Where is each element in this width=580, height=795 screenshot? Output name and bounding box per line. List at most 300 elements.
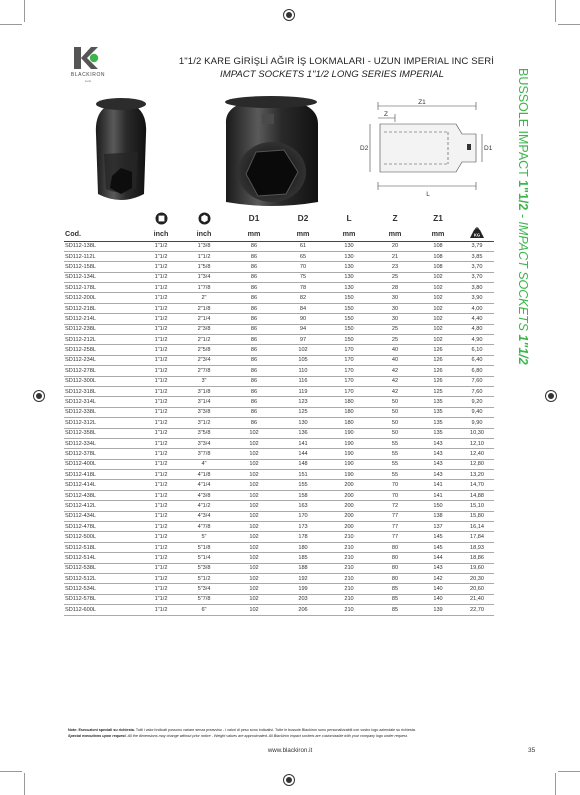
cell-z: 25 [374, 272, 416, 282]
cell-z: 80 [374, 553, 416, 563]
cell-weight: 22,70 [460, 605, 494, 615]
weight-kg-icon [469, 227, 485, 239]
cell-d1: 102 [226, 480, 282, 490]
cell-d1: 86 [226, 376, 282, 386]
cell-l: 210 [324, 584, 374, 594]
cell-z1: 135 [416, 428, 460, 438]
cell-weight: 3,79 [460, 241, 494, 251]
cell-hex: 4" [182, 459, 226, 469]
cell-drive: 1"1/2 [140, 283, 182, 293]
cell-z1: 102 [416, 272, 460, 282]
cell-drive: 1"1/2 [140, 522, 182, 532]
cell-code: SD112-200L [64, 293, 140, 303]
cell-drive: 1"1/2 [140, 605, 182, 615]
specs-table [64, 210, 494, 616]
cell-l: 200 [324, 490, 374, 500]
cell-d1: 86 [226, 262, 282, 272]
cell-drive: 1"1/2 [140, 355, 182, 365]
note-en: All the dimensions may change without prior notice - Weight values are approximated. All Blackiron impact sockets are customizable with your company logo under request. [127, 733, 408, 738]
cell-l: 170 [324, 366, 374, 376]
cell-drive: 1"1/2 [140, 262, 182, 272]
cell-drive: 1"1/2 [140, 428, 182, 438]
cell-drive: 1"1/2 [140, 449, 182, 459]
cell-d2: 90 [282, 314, 324, 324]
cell-z1: 143 [416, 459, 460, 469]
table-row [64, 262, 494, 272]
cell-code: SD112-134L [64, 272, 140, 282]
cell-d2: 178 [282, 532, 324, 542]
cell-l: 200 [324, 501, 374, 511]
cell-weight: 14,88 [460, 490, 494, 500]
table-row [64, 594, 494, 604]
cell-d1: 86 [226, 241, 282, 251]
cell-d1: 102 [226, 459, 282, 469]
cell-d2: 206 [282, 605, 324, 615]
cell-weight: 16,14 [460, 522, 494, 532]
cell-hex: 2"3/8 [182, 324, 226, 334]
cell-z: 50 [374, 407, 416, 417]
cell-code: SD112-234L [64, 355, 140, 365]
cell-d2: 116 [282, 376, 324, 386]
cell-code: SD112-138L [64, 241, 140, 251]
cell-code: SD112-314L [64, 397, 140, 407]
cell-hex: 1"3/4 [182, 272, 226, 282]
page-number: 35 [528, 747, 536, 754]
registration-mark-icon [283, 774, 295, 786]
header-d2: D2 [297, 213, 309, 223]
cell-l: 150 [324, 314, 374, 324]
cell-d2: 192 [282, 574, 324, 584]
note-en-bold: Special executions upon request. [68, 733, 127, 738]
blackiron-logo-icon [72, 45, 100, 71]
cell-z: 55 [374, 470, 416, 480]
cell-d1: 86 [226, 251, 282, 261]
table-row [64, 335, 494, 345]
cell-d1: 86 [226, 272, 282, 282]
cell-d1: 86 [226, 366, 282, 376]
cell-weight: 7,60 [460, 376, 494, 386]
cell-weight: 9,40 [460, 407, 494, 417]
cell-hex: 3"7/8 [182, 449, 226, 459]
table-row [64, 376, 494, 386]
table-header-row [64, 210, 494, 226]
dim-z: Z [384, 111, 388, 118]
cell-hex: 2"3/4 [182, 355, 226, 365]
cell-z: 80 [374, 563, 416, 573]
cell-weight: 18,86 [460, 553, 494, 563]
cell-weight: 9,90 [460, 418, 494, 428]
cell-d2: 82 [282, 293, 324, 303]
cell-weight: 12,40 [460, 449, 494, 459]
cell-weight: 4,90 [460, 335, 494, 345]
cell-z1: 126 [416, 345, 460, 355]
cell-code: SD112-578L [64, 594, 140, 604]
cell-z: 85 [374, 594, 416, 604]
header-l: L [346, 213, 352, 223]
cell-hex: 2" [182, 293, 226, 303]
cell-code: SD112-418L [64, 470, 140, 480]
table-row [64, 241, 494, 251]
side-label-size-2: 1"1/2 [516, 334, 530, 365]
cell-weight: 21,40 [460, 594, 494, 604]
cell-weight: 20,30 [460, 574, 494, 584]
cell-z: 28 [374, 283, 416, 293]
registration-mark-icon [545, 390, 557, 402]
note-it: Tutti i valori indicati possono variare senza preavviso - i valori di peso sono indicativi. Tutte le bussole Blackiron sono personalizzabili con vostro logo aziendale su richiesta. [135, 728, 416, 732]
cell-weight: 19,60 [460, 563, 494, 573]
cell-z1: 126 [416, 366, 460, 376]
side-label-prefix: BUSSOLE IMPACT [516, 68, 530, 181]
page-title-english: IMPACT SOCKETS 1"1/2 LONG SERIES IMPERIAL [220, 69, 444, 80]
cell-z1: 140 [416, 584, 460, 594]
cell-d2: 188 [282, 563, 324, 573]
cell-l: 130 [324, 272, 374, 282]
cell-d2: 123 [282, 397, 324, 407]
cell-d1: 86 [226, 407, 282, 417]
cell-z1: 102 [416, 314, 460, 324]
cell-d1: 86 [226, 386, 282, 396]
cell-code: SD112-300L [64, 376, 140, 386]
table-row [64, 293, 494, 303]
cell-code: SD112-414L [64, 480, 140, 490]
cell-hex: 5" [182, 532, 226, 542]
product-photo [86, 94, 336, 210]
cell-d2: 173 [282, 522, 324, 532]
cell-weight: 14,70 [460, 480, 494, 490]
dim-d1: D1 [484, 145, 493, 152]
cell-drive: 1"1/2 [140, 480, 182, 490]
cell-drive: 1"1/2 [140, 397, 182, 407]
cell-z: 85 [374, 605, 416, 615]
cell-hex: 4"3/8 [182, 490, 226, 500]
cell-d2: 136 [282, 428, 324, 438]
side-label-suffix: - IMPACT SOCKETS [516, 210, 530, 335]
table-row [64, 563, 494, 573]
table-row [64, 522, 494, 532]
cell-z: 85 [374, 584, 416, 594]
cell-hex: 4"3/4 [182, 511, 226, 521]
cell-z1: 126 [416, 376, 460, 386]
cell-drive: 1"1/2 [140, 438, 182, 448]
cell-code: SD112-218L [64, 303, 140, 313]
cell-hex: 2"7/8 [182, 366, 226, 376]
cell-d1: 86 [226, 397, 282, 407]
cell-l: 170 [324, 345, 374, 355]
cell-weight: 6,10 [460, 345, 494, 355]
table-row [64, 272, 494, 282]
cell-drive: 1"1/2 [140, 574, 182, 584]
cell-l: 150 [324, 324, 374, 334]
header-code-blank [64, 210, 140, 226]
cell-d2: 163 [282, 501, 324, 511]
cell-d2: 180 [282, 542, 324, 552]
cell-z: 40 [374, 345, 416, 355]
cell-d1: 86 [226, 355, 282, 365]
cell-weight: 7,60 [460, 386, 494, 396]
cell-z: 50 [374, 397, 416, 407]
cell-z1: 135 [416, 418, 460, 428]
cell-drive: 1"1/2 [140, 470, 182, 480]
table-row [64, 251, 494, 261]
cell-weight: 4,80 [460, 324, 494, 334]
cell-d1: 86 [226, 418, 282, 428]
note-it-bold: Esecuzioni speciali su richiesta. [78, 728, 135, 732]
cell-weight: 4,00 [460, 303, 494, 313]
cell-z1: 126 [416, 355, 460, 365]
cell-hex: 4"1/8 [182, 470, 226, 480]
table-row [64, 553, 494, 563]
registration-mark-icon [283, 9, 295, 21]
table-row [64, 303, 494, 313]
cell-l: 190 [324, 449, 374, 459]
cell-weight: 3,70 [460, 272, 494, 282]
cell-hex: 1"7/8 [182, 283, 226, 293]
cell-l: 190 [324, 428, 374, 438]
cell-d2: 119 [282, 386, 324, 396]
cell-code: SD112-112L [64, 251, 140, 261]
cell-drive: 1"1/2 [140, 303, 182, 313]
cell-drive: 1"1/2 [140, 511, 182, 521]
cell-drive: 1"1/2 [140, 584, 182, 594]
cell-drive: 1"1/2 [140, 532, 182, 542]
cell-hex: 5"3/4 [182, 584, 226, 594]
cell-z: 70 [374, 480, 416, 490]
cell-d1: 102 [226, 542, 282, 552]
cell-code: SD112-278L [64, 366, 140, 376]
square-drive-icon [155, 212, 168, 225]
cell-hex: 1"3/8 [182, 241, 226, 251]
unit-d1: mm [226, 226, 282, 241]
cell-d2: 61 [282, 241, 324, 251]
cell-l: 210 [324, 542, 374, 552]
cell-weight: 12,80 [460, 459, 494, 469]
cell-code: SD112-178L [64, 283, 140, 293]
table-row [64, 511, 494, 521]
cell-code: SD112-400L [64, 459, 140, 469]
cell-code: SD112-412L [64, 501, 140, 511]
cell-z: 30 [374, 303, 416, 313]
cell-d2: 155 [282, 480, 324, 490]
cell-d2: 158 [282, 490, 324, 500]
cell-drive: 1"1/2 [140, 594, 182, 604]
cell-hex: 3"5/8 [182, 428, 226, 438]
cell-weight: 6,40 [460, 355, 494, 365]
header-hexagon [182, 210, 226, 226]
cell-code: SD112-478L [64, 522, 140, 532]
cell-d1: 102 [226, 449, 282, 459]
unit-d2: mm [282, 226, 324, 241]
unit-square: inch [140, 226, 182, 241]
cell-z1: 140 [416, 594, 460, 604]
table-row [64, 283, 494, 293]
cell-d1: 102 [226, 574, 282, 584]
cell-hex: 5"3/8 [182, 563, 226, 573]
cell-z: 70 [374, 490, 416, 500]
cell-drive: 1"1/2 [140, 324, 182, 334]
cell-code: SD112-312L [64, 418, 140, 428]
cell-d2: 170 [282, 511, 324, 521]
cell-hex: 5"1/4 [182, 553, 226, 563]
header-square-drive [140, 210, 182, 226]
dim-l: L [426, 191, 430, 198]
table-row [64, 418, 494, 428]
cell-hex: 3"3/4 [182, 438, 226, 448]
table-row [64, 324, 494, 334]
cell-z: 30 [374, 293, 416, 303]
cell-d1: 102 [226, 584, 282, 594]
cell-weight: 15,10 [460, 501, 494, 511]
table-row [64, 532, 494, 542]
cell-l: 180 [324, 407, 374, 417]
cell-l: 150 [324, 293, 374, 303]
cell-drive: 1"1/2 [140, 366, 182, 376]
crop-mark [558, 771, 580, 772]
cell-d1: 102 [226, 428, 282, 438]
cell-z: 23 [374, 262, 416, 272]
footer-url[interactable]: www.blackiron.it [267, 747, 313, 754]
cell-z: 42 [374, 366, 416, 376]
cell-d2: 75 [282, 272, 324, 282]
cell-drive: 1"1/2 [140, 459, 182, 469]
brand-logo [68, 45, 108, 95]
cell-drive: 1"1/2 [140, 376, 182, 386]
brand-sub: tools [84, 79, 92, 83]
cell-l: 130 [324, 283, 374, 293]
cell-l: 190 [324, 459, 374, 469]
crop-mark [24, 0, 25, 22]
table-row [64, 355, 494, 365]
crop-mark [558, 24, 580, 25]
cell-drive: 1"1/2 [140, 345, 182, 355]
cell-l: 210 [324, 553, 374, 563]
cell-z1: 141 [416, 490, 460, 500]
cell-hex: 2"1/8 [182, 303, 226, 313]
cell-code: SD112-318L [64, 386, 140, 396]
cell-z1: 102 [416, 303, 460, 313]
cell-z1: 143 [416, 470, 460, 480]
cell-d2: 97 [282, 335, 324, 345]
cell-d1: 86 [226, 335, 282, 345]
crop-mark [0, 771, 22, 772]
cell-drive: 1"1/2 [140, 407, 182, 417]
cell-z1: 150 [416, 501, 460, 511]
cell-code: SD112-538L [64, 563, 140, 573]
side-label-size: 1"1/2 [516, 180, 530, 211]
cell-l: 170 [324, 386, 374, 396]
unit-hex: inch [182, 226, 226, 241]
cell-code: SD112-158L [64, 262, 140, 272]
cell-drive: 1"1/2 [140, 251, 182, 261]
cell-l: 130 [324, 262, 374, 272]
header-code: Cod. [64, 226, 140, 241]
cell-d1: 102 [226, 605, 282, 615]
table-row [64, 470, 494, 480]
cell-z1: 137 [416, 522, 460, 532]
cell-hex: 2"1/4 [182, 314, 226, 324]
cell-code: SD112-512L [64, 574, 140, 584]
cell-l: 210 [324, 605, 374, 615]
cell-z1: 102 [416, 283, 460, 293]
cell-z: 77 [374, 522, 416, 532]
cell-d2: 144 [282, 449, 324, 459]
cell-drive: 1"1/2 [140, 542, 182, 552]
page-title-turkish: 1"1/2 KARE GİRİŞLİ AĞIR İŞ LOKMALARI - UZUN IMPERIAL INC SERİ [178, 56, 494, 67]
cell-hex: 5"1/2 [182, 574, 226, 584]
cell-hex: 5"7/8 [182, 594, 226, 604]
cell-d1: 86 [226, 314, 282, 324]
cell-drive: 1"1/2 [140, 553, 182, 563]
table-row [64, 345, 494, 355]
cell-z1: 108 [416, 251, 460, 261]
unit-z1: mm [416, 226, 460, 241]
cell-d1: 102 [226, 438, 282, 448]
cell-d1: 102 [226, 553, 282, 563]
cell-z: 77 [374, 532, 416, 542]
cell-z: 80 [374, 542, 416, 552]
cell-d1: 102 [226, 490, 282, 500]
cell-l: 130 [324, 241, 374, 251]
cell-z: 25 [374, 335, 416, 345]
table-row [64, 501, 494, 511]
cell-z1: 142 [416, 574, 460, 584]
cell-z1: 145 [416, 542, 460, 552]
cell-weight: 18,93 [460, 542, 494, 552]
cell-z1: 102 [416, 324, 460, 334]
cell-z1: 143 [416, 438, 460, 448]
cell-l: 180 [324, 397, 374, 407]
cell-z1: 139 [416, 605, 460, 615]
cell-d2: 65 [282, 251, 324, 261]
table-row [64, 480, 494, 490]
cell-l: 170 [324, 355, 374, 365]
footnote [68, 728, 528, 739]
cell-code: SD112-434L [64, 511, 140, 521]
cell-hex: 1"1/2 [182, 251, 226, 261]
technical-drawing [358, 96, 498, 206]
cell-d2: 78 [282, 283, 324, 293]
cell-l: 200 [324, 480, 374, 490]
cell-code: SD112-438L [64, 490, 140, 500]
cell-code: SD112-500L [64, 532, 140, 542]
cell-code: SD112-212L [64, 335, 140, 345]
cell-hex: 4"7/8 [182, 522, 226, 532]
cell-hex: 3"1/4 [182, 397, 226, 407]
cell-code: SD112-534L [64, 584, 140, 594]
header-d1: D1 [248, 213, 260, 223]
cell-weight: 10,30 [460, 428, 494, 438]
cell-z1: 135 [416, 407, 460, 417]
cell-drive: 1"1/2 [140, 241, 182, 251]
cell-d2: 70 [282, 262, 324, 272]
table-row [64, 428, 494, 438]
cell-z: 40 [374, 355, 416, 365]
cell-z1: 102 [416, 293, 460, 303]
table-row [64, 490, 494, 500]
cell-weight: 3,90 [460, 293, 494, 303]
cell-weight: 3,70 [460, 262, 494, 272]
cell-weight: 13,20 [460, 470, 494, 480]
hexagon-icon [198, 212, 211, 225]
dim-z1: Z1 [418, 99, 426, 106]
cell-d1: 102 [226, 532, 282, 542]
cell-code: SD112-358L [64, 428, 140, 438]
cell-l: 170 [324, 376, 374, 386]
cell-z: 55 [374, 449, 416, 459]
side-label [517, 68, 537, 518]
brand-name: BLACKIRON [70, 72, 106, 78]
header-weight [460, 210, 494, 226]
cell-d2: 141 [282, 438, 324, 448]
